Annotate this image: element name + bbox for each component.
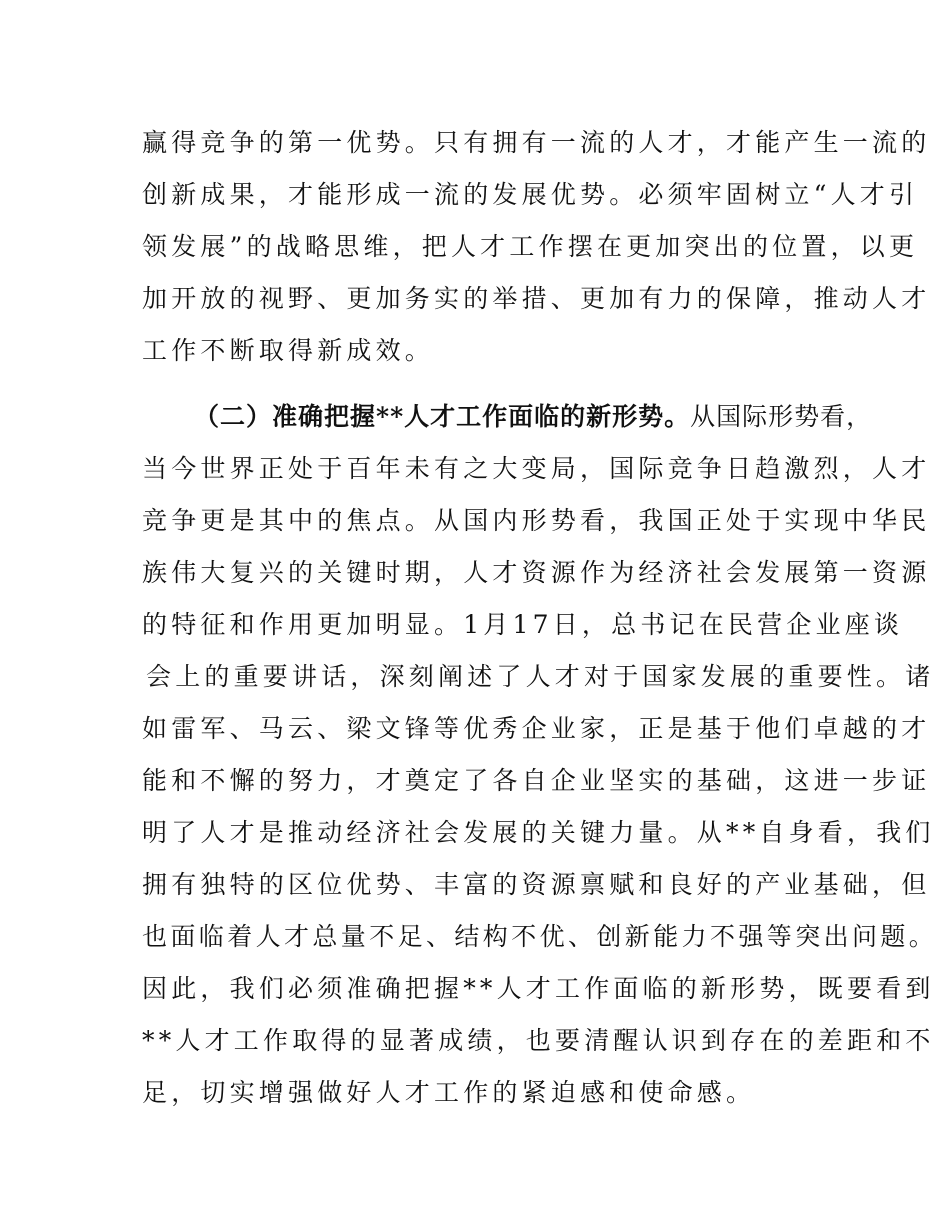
paragraph-line: 能和不懈的努力，才奠定了各自企业坚实的基础，这进一步证 bbox=[142, 766, 931, 795]
paragraph-line: 族伟大复兴的关键时期，人才资源作为经济社会发展第一资源 bbox=[142, 558, 931, 587]
paragraph-line: **人才工作取得的显著成绩，也要清醒认识到存在的差距和不 bbox=[142, 1026, 935, 1055]
paragraph-line: 赢得竞争的第一优势。只有拥有一流的人才，才能产生一流的 bbox=[142, 128, 931, 157]
section-first-line-text: 从国际形势看， bbox=[690, 402, 873, 431]
paragraph-line: 足，切实增强做好人才工作的紧迫感和使命感。 bbox=[142, 1078, 756, 1107]
paragraph-line: 的特征和作用更加明显。1月17日，总书记在民营企业座谈 bbox=[142, 610, 904, 639]
section-heading: （二）准确把握**人才工作面临的新形势。 bbox=[194, 402, 691, 431]
section-heading-line bbox=[194, 402, 872, 432]
paragraph-line: 领发展”的战略思维，把人才工作摆在更加突出的位置，以更 bbox=[142, 232, 919, 261]
paragraph-line: 会上的重要讲话，深刻阐述了人才对于国家发展的重要性。诸 bbox=[146, 662, 935, 691]
paragraph-line: 创新成果，才能形成一流的发展优势。必须牢固树立“人才引 bbox=[142, 180, 919, 209]
paragraph-line: 工作不断取得新成效。 bbox=[142, 336, 435, 365]
paragraph-line: 当今世界正处于百年未有之大变局，国际竞争日趋激烈，人才 bbox=[142, 454, 931, 483]
paragraph-line: 加开放的视野、更加务实的举措、更加有力的保障，推动人才 bbox=[142, 284, 931, 313]
paragraph-line: 如雷军、马云、梁文锋等优秀企业家，正是基于他们卓越的才 bbox=[142, 714, 931, 743]
paragraph-line: 拥有独特的区位优势、丰富的资源禀赋和良好的产业基础，但 bbox=[142, 870, 931, 899]
paragraph-line: 明了人才是推动经济社会发展的关键力量。从**自身看，我们 bbox=[142, 818, 935, 847]
paragraph-line: 也面临着人才总量不足、结构不优、创新能力不强等突出问题。 bbox=[142, 922, 938, 951]
paragraph-line: 因此，我们必须准确把握**人才工作面临的新形势，既要看到 bbox=[142, 974, 935, 1003]
paragraph-line: 竞争更是其中的焦点。从国内形势看，我国正处于实现中华民 bbox=[142, 506, 931, 535]
